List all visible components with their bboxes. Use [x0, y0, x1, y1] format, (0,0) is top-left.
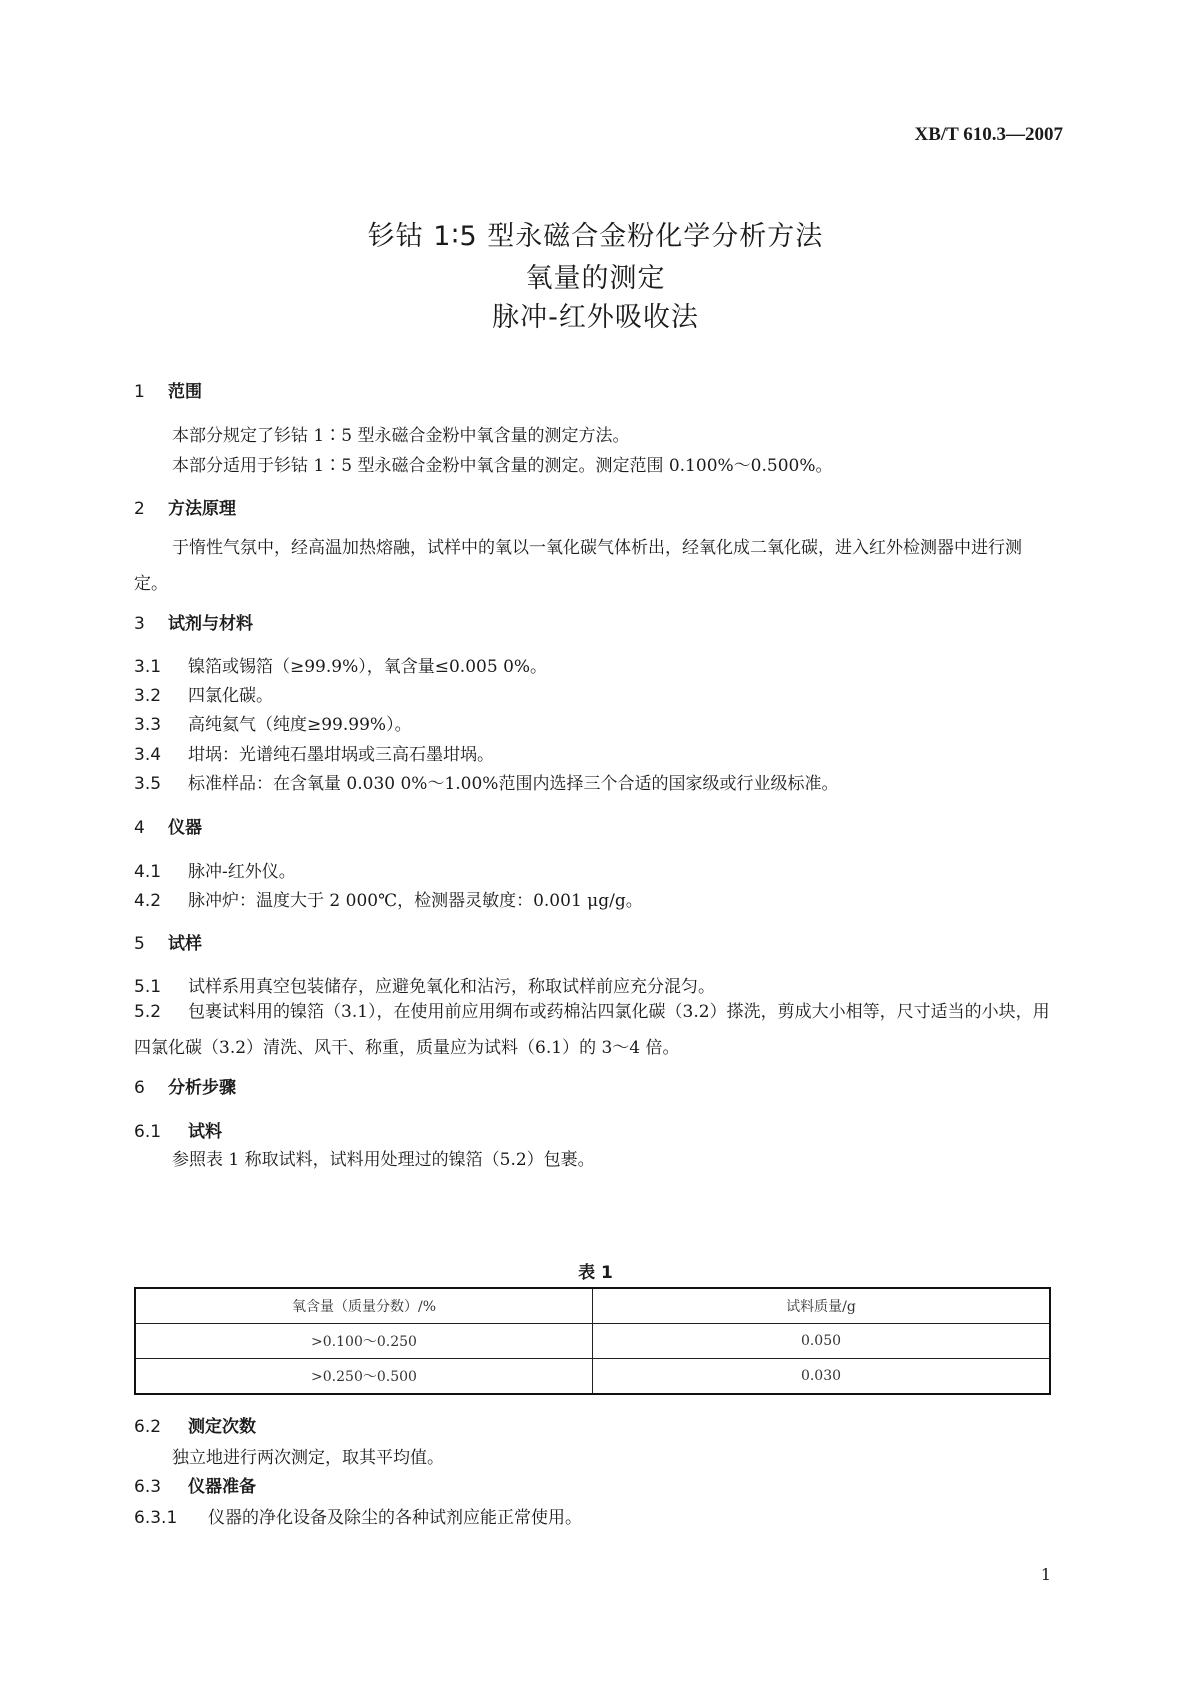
section-number: 1 [134, 382, 145, 402]
item-text: 脉冲-红外仪。 [188, 862, 296, 882]
section-title: 方法原理 [168, 499, 236, 519]
table-caption: 表 1 [578, 1263, 613, 1283]
section-6-heading [134, 1073, 236, 1098]
item-number: 3.1 [134, 657, 162, 677]
section-3-heading [134, 609, 253, 634]
item-number: 5.1 [134, 977, 162, 997]
section-title: 仪器 [168, 818, 202, 838]
subsection-6-2-heading [134, 1412, 256, 1437]
title-line-2: 氧量的测定 [525, 263, 666, 294]
subsection-number: 6.2 [134, 1417, 162, 1437]
list-item [134, 652, 547, 677]
section-1-paragraph-2: 本部分适用于钐钴 1∶5 型永磁合金粉中氧含量的测定。测定范围 0.100%～0.500%。 [172, 456, 833, 476]
section-title: 试样 [168, 934, 202, 954]
item-number: 3.2 [134, 686, 162, 706]
table-header-row [135, 1288, 1050, 1324]
table-1 [134, 1287, 1051, 1395]
table-cell: 0.050 [593, 1324, 1051, 1359]
section-title: 分析步骤 [168, 1078, 236, 1098]
item-number: 3.4 [134, 745, 162, 765]
list-item [134, 710, 412, 735]
item-number: 5.2 [134, 1002, 162, 1022]
item-text: 镍箔或锡箔（≥99.9%），氧含量≤0.005 0%。 [188, 657, 548, 677]
item-text: 脉冲炉：温度大于 2 000℃，检测器灵敏度：0.001 μg/g。 [188, 891, 643, 911]
table-cell: >0.250～0.500 [135, 1359, 593, 1395]
item-text: 试样系用真空包装储存，应避免氧化和沾污，称取试样前应充分混匀。 [188, 977, 715, 997]
subsection-title: 试料 [188, 1122, 222, 1142]
title-line-1: 钐钴 1∶5 型永磁合金粉化学分析方法 [367, 221, 824, 252]
subsection-6-3-1 [134, 1503, 582, 1528]
section-2-paragraph: 于惰性气氛中，经高温加热熔融，试样中的氧以一氧化碳气体析出，经氧化成二氧化碳，进入红外检测器中进行测定。 [134, 538, 1022, 594]
subsection-6-3-heading [134, 1472, 256, 1497]
item-number: 3.5 [134, 774, 162, 794]
list-item [134, 681, 273, 706]
table-row [135, 1359, 1050, 1395]
subsection-6-1-heading [134, 1117, 222, 1142]
table-cell: >0.100～0.250 [135, 1324, 593, 1359]
table-cell: 0.030 [593, 1359, 1051, 1395]
section-title: 试剂与材料 [168, 614, 253, 634]
standard-code: XB/T 610.3—2007 [914, 124, 1063, 145]
item-number: 4.2 [134, 891, 162, 911]
section-4-heading [134, 813, 202, 838]
section-1-paragraph-1: 本部分规定了钐钴 1∶5 型永磁合金粉中氧含量的测定方法。 [172, 426, 630, 446]
list-item [134, 740, 494, 765]
subsection-6-1-text: 参照表 1 称取试料，试料用处理过的镍箔（5.2）包裹。 [172, 1150, 595, 1170]
item-text: 标准样品：在含氧量 0.030 0%～1.00%范围内选择三个合适的国家级或行业级标准。 [188, 774, 839, 794]
section-1-heading [134, 377, 202, 402]
section-2-heading [134, 494, 236, 519]
section-number: 5 [134, 934, 145, 954]
table-header-cell: 试料质量/g [593, 1288, 1051, 1324]
subsection-6-2-text: 独立地进行两次测定，取其平均值。 [172, 1448, 444, 1468]
item-text: 四氯化碳。 [188, 686, 273, 706]
section-5-heading [134, 929, 202, 954]
item-text: 仪器的净化设备及除尘的各种试剂应能正常使用。 [208, 1508, 582, 1528]
list-item [134, 994, 1054, 1066]
subsection-number: 6.1 [134, 1122, 162, 1142]
section-number: 4 [134, 818, 145, 838]
table-row [135, 1324, 1050, 1359]
subsection-number: 6.3 [134, 1477, 162, 1497]
section-number: 2 [134, 499, 145, 519]
list-item [134, 886, 643, 911]
subsection-title: 测定次数 [188, 1417, 256, 1437]
item-text: 高纯氦气（纯度≥99.99%）。 [188, 715, 412, 735]
item-text: 坩埚：光谱纯石墨坩埚或三高石墨坩埚。 [188, 745, 494, 765]
list-item [134, 769, 838, 794]
item-text: 包裹试料用的镍箔（3.1），在使用前应用绸布或药棉沾四氯化碳（3.2）搽洗，剪成大小相等，尺寸适当的小块，用四氯化碳（3.2）清洗、风干、称重，质量应为试料（6.1）的 3～4 倍。 [134, 1002, 1050, 1058]
title-line-3: 脉冲-红外吸收法 [492, 302, 699, 333]
section-number: 3 [134, 614, 145, 634]
section-title: 范围 [168, 382, 202, 402]
list-item [134, 857, 296, 882]
section-number: 6 [134, 1078, 145, 1098]
item-number: 4.1 [134, 862, 162, 882]
table-header-cell: 氧含量（质量分数）/% [135, 1288, 593, 1324]
subsection-title: 仪器准备 [188, 1477, 256, 1497]
item-number: 3.3 [134, 715, 162, 735]
page-number: 1 [1040, 1565, 1051, 1584]
item-number: 6.3.1 [134, 1508, 178, 1528]
